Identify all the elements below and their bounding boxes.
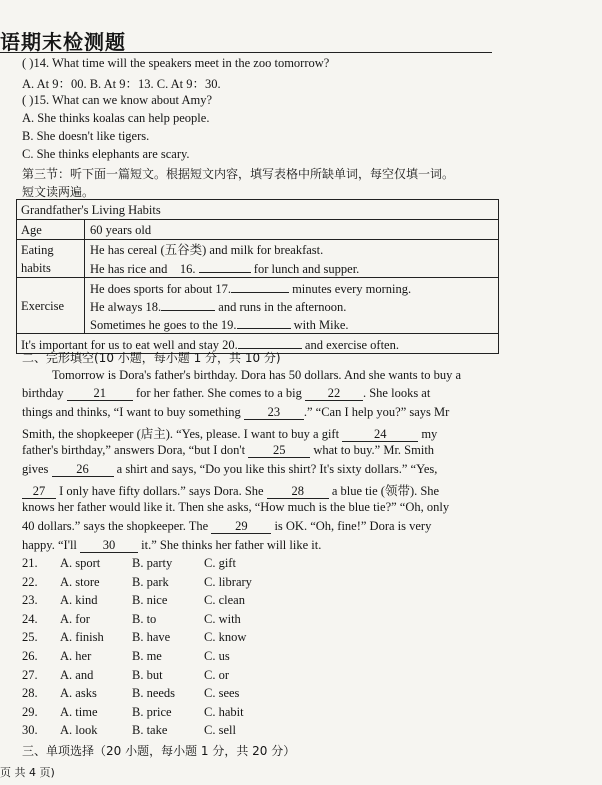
age-label: Age [21, 223, 42, 237]
eating-label-2: habits [21, 261, 51, 275]
blank-17[interactable] [231, 279, 289, 293]
option-b[interactable]: B. but [132, 667, 163, 682]
option-c[interactable]: C. library [204, 574, 252, 589]
blank-24[interactable]: 24 [342, 428, 418, 442]
blank-30[interactable]: 30 [80, 539, 138, 553]
option-c[interactable]: C. habit [204, 704, 244, 719]
option-row [22, 593, 245, 608]
age-value: 60 years old [90, 223, 152, 237]
option-c[interactable]: C. with [204, 611, 241, 626]
option-number: 24. [22, 611, 38, 626]
page-title: 语期末检测题 [0, 30, 126, 54]
blank-27[interactable]: 27 [22, 485, 56, 499]
habits-table [16, 199, 499, 354]
option-number: 22. [22, 574, 38, 589]
cloze-line-7: 27 I only have fifty dollars.” says Dora. She 28 a blue tie (领带). She [22, 481, 498, 499]
blank-23[interactable]: 23 [244, 406, 304, 420]
blank-26[interactable]: 26 [52, 463, 114, 477]
option-number: 30. [22, 723, 38, 738]
cloze-line-6: gives 26 a shirt and says, “Do you like this shirt? It's sixty dollars.” “Yes, [22, 462, 438, 476]
blank-22[interactable]: 22 [305, 387, 363, 401]
table-footer: It's important for us to eat well and stay 20. and exercise often. [17, 334, 399, 353]
blank-19[interactable] [237, 315, 291, 329]
option-c[interactable]: C. us [204, 649, 230, 663]
table-header: Grandfather's Living Habits [21, 203, 161, 217]
title-rule [0, 52, 492, 53]
option-a[interactable]: A. look [60, 723, 98, 738]
option-row [22, 686, 239, 701]
cloze-line-9: 40 dollars.” says the shopkeeper. The 29 is OK. “Oh, fine!” Dora is very [22, 519, 432, 533]
option-b[interactable]: B. park [132, 574, 169, 589]
cloze-heading: 二、完形填空(10 小题，每小题 1 分，共 10 分) [22, 351, 281, 365]
blank-29[interactable]: 29 [211, 520, 271, 534]
exercise-label: Exercise [21, 299, 65, 313]
option-number: 21. [22, 556, 38, 570]
option-b[interactable]: B. have [132, 630, 171, 645]
option-row [22, 705, 244, 720]
option-number: 23. [22, 593, 38, 608]
option-c[interactable]: C. gift [204, 556, 236, 570]
option-a[interactable]: A. sport [60, 556, 101, 570]
exercise-line-1: He does sports for about 17. minutes every morning. [90, 279, 498, 297]
q15-option-c: C. She thinks elephants are scary. [22, 147, 190, 161]
eating-label: Eating [21, 243, 54, 257]
q14-options: A. At 9：00. B. At 9：13. C. At 9：30. [22, 77, 221, 91]
blank-25[interactable]: 25 [248, 444, 310, 458]
option-number: 27. [22, 667, 38, 682]
option-row [22, 668, 229, 683]
option-b[interactable]: B. party [132, 556, 173, 570]
exercise-line-3: Sometimes he goes to the 19. with Mike. [90, 315, 498, 333]
section3-instructions: 第三节：听下面一篇短文。根据短文内容，填写表格中所缺单词，每空仅填一词。 [22, 167, 455, 181]
option-c[interactable]: C. or [204, 667, 229, 682]
cloze-line-2: birthday 21 for her father. She comes to a big 22 . She looks at [22, 386, 431, 400]
cloze-line-5: father's birthday,” answers Dora, “but I don't 25 what to buy.” Mr. Smith [22, 443, 435, 457]
option-b[interactable]: B. me [132, 649, 162, 663]
option-a[interactable]: A. store [60, 574, 100, 589]
option-a[interactable]: A. time [60, 704, 98, 719]
option-c[interactable]: C. know [204, 630, 247, 645]
option-number: 25. [22, 630, 38, 645]
cloze-line-3: things and thinks, “I want to buy something 23 .” “Can I help you?” says Mr [22, 405, 450, 419]
option-c[interactable]: C. sees [204, 686, 240, 701]
eating-line-2: He has rice and 16. for lunch and supper. [90, 259, 498, 277]
option-a[interactable]: A. and [60, 667, 94, 682]
option-b[interactable]: B. to [132, 611, 157, 626]
option-b[interactable]: B. needs [132, 686, 176, 701]
option-a[interactable]: A. for [60, 611, 90, 626]
option-c[interactable]: C. sell [204, 723, 236, 738]
section-single-heading: 三、单项选择（20 小题，每小题 1 分，共 20 分） [22, 744, 296, 758]
q15-option-b: B. She doesn't like tigers. [22, 129, 150, 143]
section3-instructions-2: 短文读两遍。 [22, 185, 95, 199]
q15-option-a: A. She thinks koalas can help people. [22, 111, 210, 125]
blank-21[interactable]: 21 [67, 387, 133, 401]
option-a[interactable]: A. asks [60, 686, 97, 701]
eating-line-1: He has cereal (五谷类) and milk for breakfast. [90, 243, 324, 257]
cloze-line-1: Tomorrow is Dora's father's birthday. Dora has 50 dollars. And she wants to buy a [52, 368, 461, 382]
page-footer: 页 共 4 页) [0, 766, 55, 779]
option-number: 28. [22, 686, 38, 701]
option-row [22, 612, 241, 627]
option-b[interactable]: B. nice [132, 593, 168, 608]
option-a[interactable]: A. kind [60, 593, 98, 608]
option-row [22, 649, 230, 664]
blank-20[interactable] [238, 335, 302, 349]
q14-stem: ( )14. What time will the speakers meet in the zoo tomorrow? [22, 56, 330, 70]
blank-28[interactable]: 28 [267, 485, 329, 499]
option-row [22, 575, 252, 590]
option-c[interactable]: C. clean [204, 593, 245, 608]
option-row [22, 723, 236, 738]
cloze-line-4: Smith, the shopkeeper (店主). “Yes, please. I want to buy a gift 24 my [22, 427, 438, 441]
option-number: 26. [22, 649, 38, 663]
option-row [22, 630, 246, 645]
option-b[interactable]: B. take [132, 723, 168, 738]
option-number: 29. [22, 704, 38, 719]
cloze-line-8: knows her father would like it. Then she asks, “How much is the blue tie?” “Oh, only [22, 500, 450, 514]
blank-16[interactable] [199, 259, 251, 273]
blank-18[interactable] [161, 297, 215, 311]
q15-stem: ( )15. What can we know about Amy? [22, 93, 212, 107]
option-b[interactable]: B. price [132, 704, 172, 719]
option-row [22, 556, 236, 571]
option-a[interactable]: A. finish [60, 630, 104, 645]
cloze-line-10: happy. “I'll 30 it.” She thinks her father will like it. [22, 538, 322, 552]
exercise-line-2: He always 18. and runs in the afternoon. [90, 297, 498, 315]
option-a[interactable]: A. her [60, 649, 92, 663]
